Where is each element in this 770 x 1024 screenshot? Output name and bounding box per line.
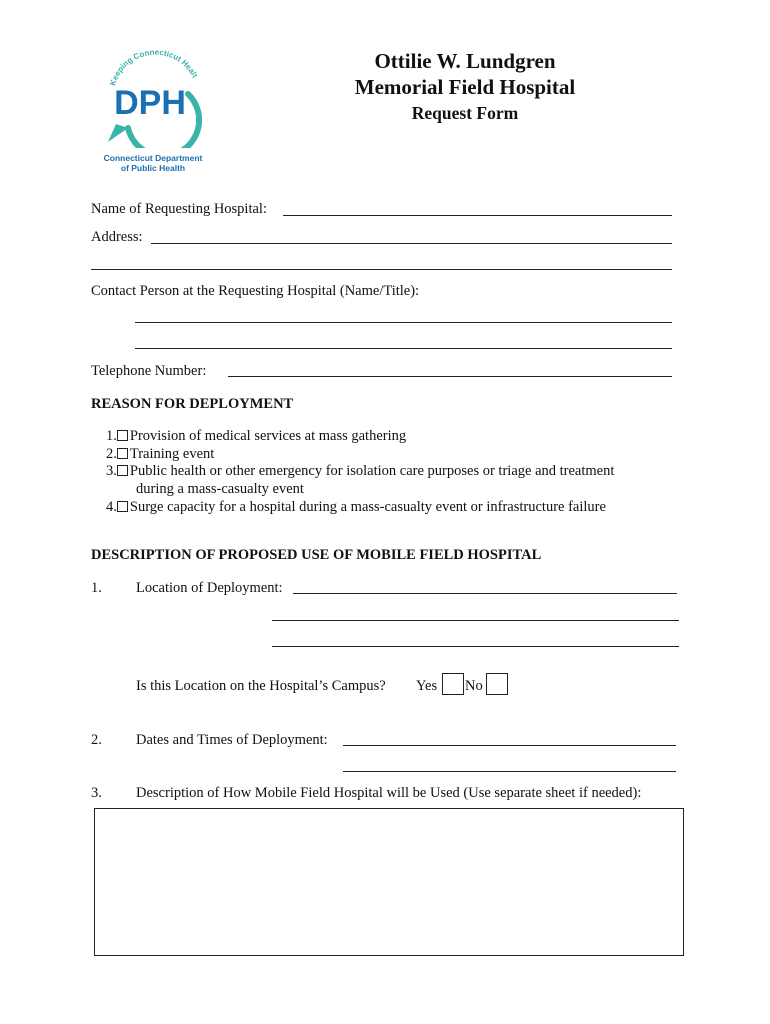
reason-item-number: 2. [106,446,117,462]
reason-item-text: Provision of medical services at mass gathering [129,428,407,444]
logo-arc-text: Keeping Connecticut Healt [108,50,200,87]
reason-item-text: Surge capacity for a hospital during a mass-casualty event or infrastructure failure [129,499,606,515]
usage-description-label: Description of How Mobile Field Hospital will be Used (Use separate sheet if needed): [136,785,642,801]
hospital-name-field[interactable] [283,215,672,216]
hospital-name-label: Name of Requesting Hospital: [91,201,267,217]
location-field-line3[interactable] [272,646,679,647]
dates-times-field-line2[interactable] [343,771,676,772]
logo-caption-line1: Connecticut Department [103,153,203,163]
reason-checkbox[interactable] [117,448,128,459]
usage-description-textarea[interactable] [94,808,684,956]
contact-person-field-line1[interactable] [135,322,672,323]
dph-logo-mark [98,50,208,148]
reason-item-number: 4. [106,499,117,515]
reason-item [106,446,214,463]
description-heading: DESCRIPTION OF PROPOSED USE OF MOBILE FIELD HOSPITAL [91,547,542,563]
location-label: Location of Deployment: [136,580,283,596]
location-field-line2[interactable] [272,620,679,621]
form-subtitle: Request Form [411,103,519,123]
reason-item-text: Public health or other emergency for isolation care purposes or triage and treatment [129,463,615,479]
item1-number: 1. [91,580,102,596]
reason-item-number: 3. [106,463,117,479]
contact-person-field-line2[interactable] [135,348,672,349]
reason-checkbox[interactable] [117,501,128,512]
reason-item-text: Training event [129,446,215,462]
reason-item [106,499,606,516]
title-line2: Memorial Field Hospital [354,75,576,99]
location-field-line1[interactable] [293,593,677,594]
item2-number: 2. [91,732,102,748]
logo-acronym: DPH [114,84,186,122]
reason-item-continuation: during a mass-casualty event [136,481,304,497]
yes-label: Yes [416,678,438,694]
telephone-field[interactable] [228,376,672,377]
title-line1: Ottilie W. Lundgren [374,49,556,73]
reason-item [106,463,614,480]
reason-heading: REASON FOR DEPLOYMENT [91,396,294,412]
title-block [300,48,630,124]
reason-item [106,428,406,445]
logo-caption-line2: of Public Health [120,163,186,173]
dates-times-label: Dates and Times of Deployment: [136,732,328,748]
no-checkbox[interactable] [486,673,508,695]
reason-checkbox[interactable] [117,430,128,441]
telephone-label: Telephone Number: [91,363,207,379]
yes-checkbox[interactable] [442,673,464,695]
logo-caption [98,153,208,173]
contact-person-label: Contact Person at the Requesting Hospital (Name/Title): [91,283,420,299]
no-label: No [465,678,483,694]
logo-speech-tail [108,124,128,142]
reason-checkbox[interactable] [117,465,128,476]
campus-question: Is this Location on the Hospital’s Campus? [136,678,386,694]
address-field-line1[interactable] [151,243,672,244]
dates-times-field-line1[interactable] [343,745,676,746]
address-label: Address: [91,229,143,245]
dph-logo [98,50,208,173]
item3-number: 3. [91,785,102,801]
reason-item-number: 1. [106,428,117,444]
address-field-line2[interactable] [91,269,672,270]
